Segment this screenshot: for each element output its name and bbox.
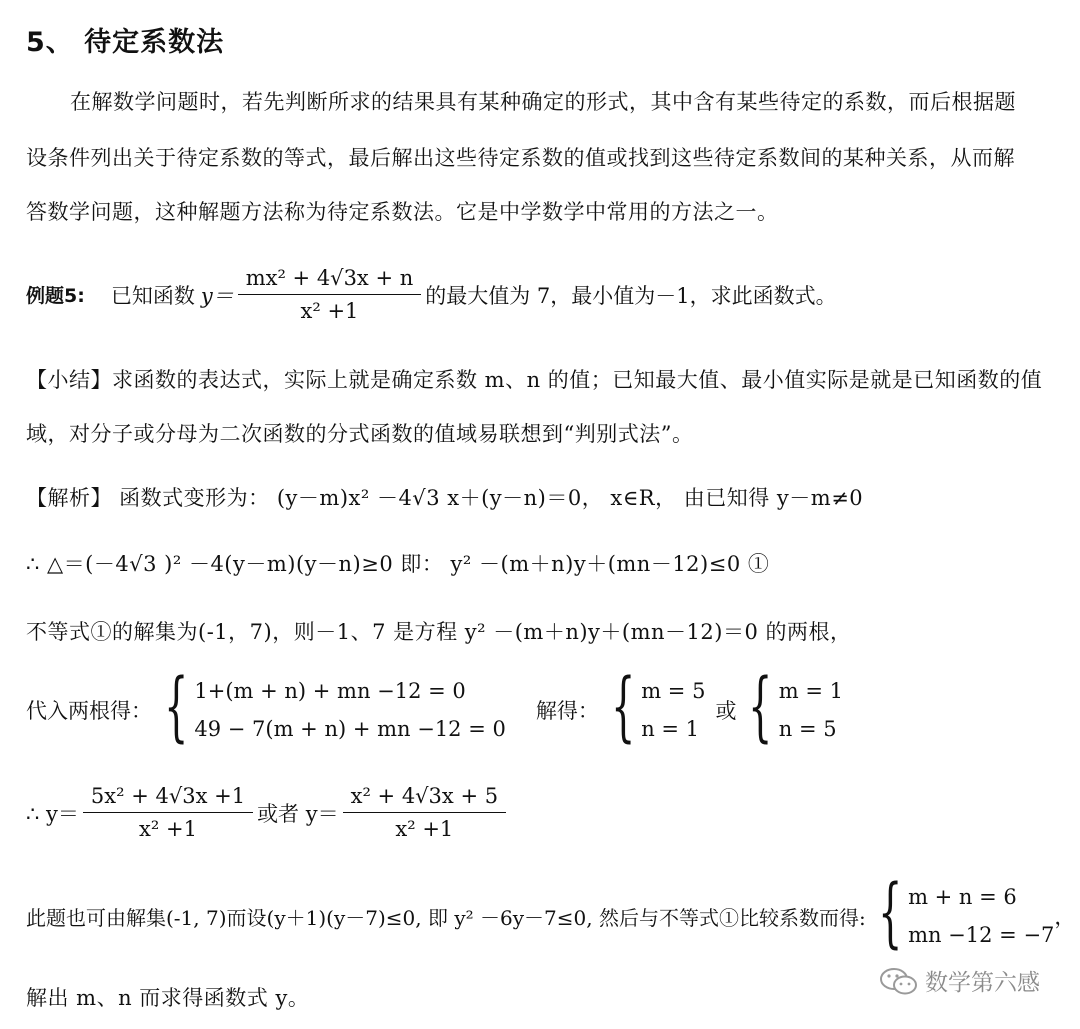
result-row — [26, 784, 510, 841]
alt-eq2: mn −12 = −7 — [908, 923, 1055, 947]
alt-comma: ， — [1054, 905, 1076, 929]
result-numerator-1: 5x² + 4√3x +1 — [83, 784, 253, 813]
solution-2-m: m = 1 — [778, 679, 844, 703]
analysis-line-1: 【解析】 函数式变形为： (y－m)x² －4√3 x＋(y－n)＝0， x∈R， 由已知得 y－m≠0 — [26, 486, 864, 510]
example-row — [26, 266, 837, 323]
substitute-eq2: 49 − 7(m + n) + mn −12 = 0 — [194, 717, 506, 741]
alt-text: 此题也可由解集(-1, 7)而设(y＋1)(y－7)≤0, 即 y² －6y－7≤0, 然后与不等式①比较系数而得: — [26, 905, 866, 930]
solution-1 — [641, 672, 705, 748]
example-fraction — [238, 266, 422, 323]
summary-line-2: 域，对分子或分母为二次函数的分式函数的值域易联想到“判别式法”。 — [26, 422, 694, 446]
intro-line-2: 设条件列出关于待定系数的等式，最后解出这些待定系数的值或找到这些待定系数间的某种关系，从而解 — [26, 146, 1015, 170]
example-denominator: x² +1 — [300, 299, 359, 323]
alt-row — [26, 867, 1076, 956]
result-therefore: ∴ y＝ — [26, 801, 79, 826]
substitute-label: 代入两根得： — [26, 699, 152, 723]
example-lhs: y＝ — [200, 283, 234, 308]
example-numerator: mx² + 4√3x + n — [238, 266, 422, 295]
or-label: 或 — [715, 699, 737, 723]
left-brace-icon: { — [610, 661, 636, 750]
left-brace-icon: { — [164, 661, 189, 750]
solution-2 — [779, 672, 843, 748]
substitute-eq1: 1+(m + n) + mn −12 = 0 — [194, 679, 466, 703]
left-brace-icon: { — [748, 661, 773, 750]
final-line: 解出 m、n 而求得函数式 y。 — [26, 986, 310, 1010]
section-title: 5、 待定系数法 — [26, 27, 225, 58]
alt-eq1: m + n = 6 — [908, 885, 1017, 909]
substitute-row — [26, 661, 844, 750]
example-label: 例题5: — [26, 285, 85, 307]
watermark — [879, 964, 1040, 997]
analysis-line-3: 不等式①的解集为(-1，7)，则－1、7 是方程 y² －(m＋n)y＋(mn－12)＝0 的两根， — [26, 620, 852, 644]
result-numerator-2: x² + 4√3x + 5 — [343, 784, 506, 813]
left-brace-icon: { — [877, 867, 902, 956]
intro-line-3: 答数学问题，这种解题方法称为待定系数法。它是中学数学中常用的方法之一。 — [26, 200, 779, 224]
example-pre: 已知函数 — [110, 283, 195, 308]
analysis-line-2: ∴ △＝(－4√3 )² －4(y－m)(y－n)≥0 即： y² －(m＋n)y＋(mn－12)≤0 ① — [26, 552, 770, 576]
result-denominator-1: x² +1 — [139, 817, 197, 841]
wechat-icon — [879, 966, 919, 996]
example-post: 的最大值为 7，最小值为－1，求此函数式。 — [425, 283, 837, 308]
watermark-text: 数学第六感 — [925, 970, 1040, 996]
solve-label: 解得： — [535, 699, 599, 723]
solution-1-n: n = 1 — [641, 717, 700, 741]
substitute-system — [194, 672, 505, 748]
result-denominator-2: x² +1 — [395, 817, 454, 841]
solution-1-m: m = 5 — [641, 679, 706, 703]
solution-2-n: n = 5 — [778, 717, 837, 741]
intro-line-1: 在解数学问题时，若先判断所求的结果具有某种确定的形式，其中含有某些待定的系数，而后根据题 — [70, 90, 1016, 114]
summary-line-1: 【小结】求函数的表达式，实际上就是确定系数 m、n 的值；已知最大值、最小值实际是就是已知函数的值 — [26, 368, 1043, 392]
result-or: 或者 y＝ — [257, 801, 339, 826]
alt-system — [908, 878, 1054, 954]
result-fraction-1 — [83, 784, 253, 841]
result-fraction-2 — [343, 784, 506, 841]
